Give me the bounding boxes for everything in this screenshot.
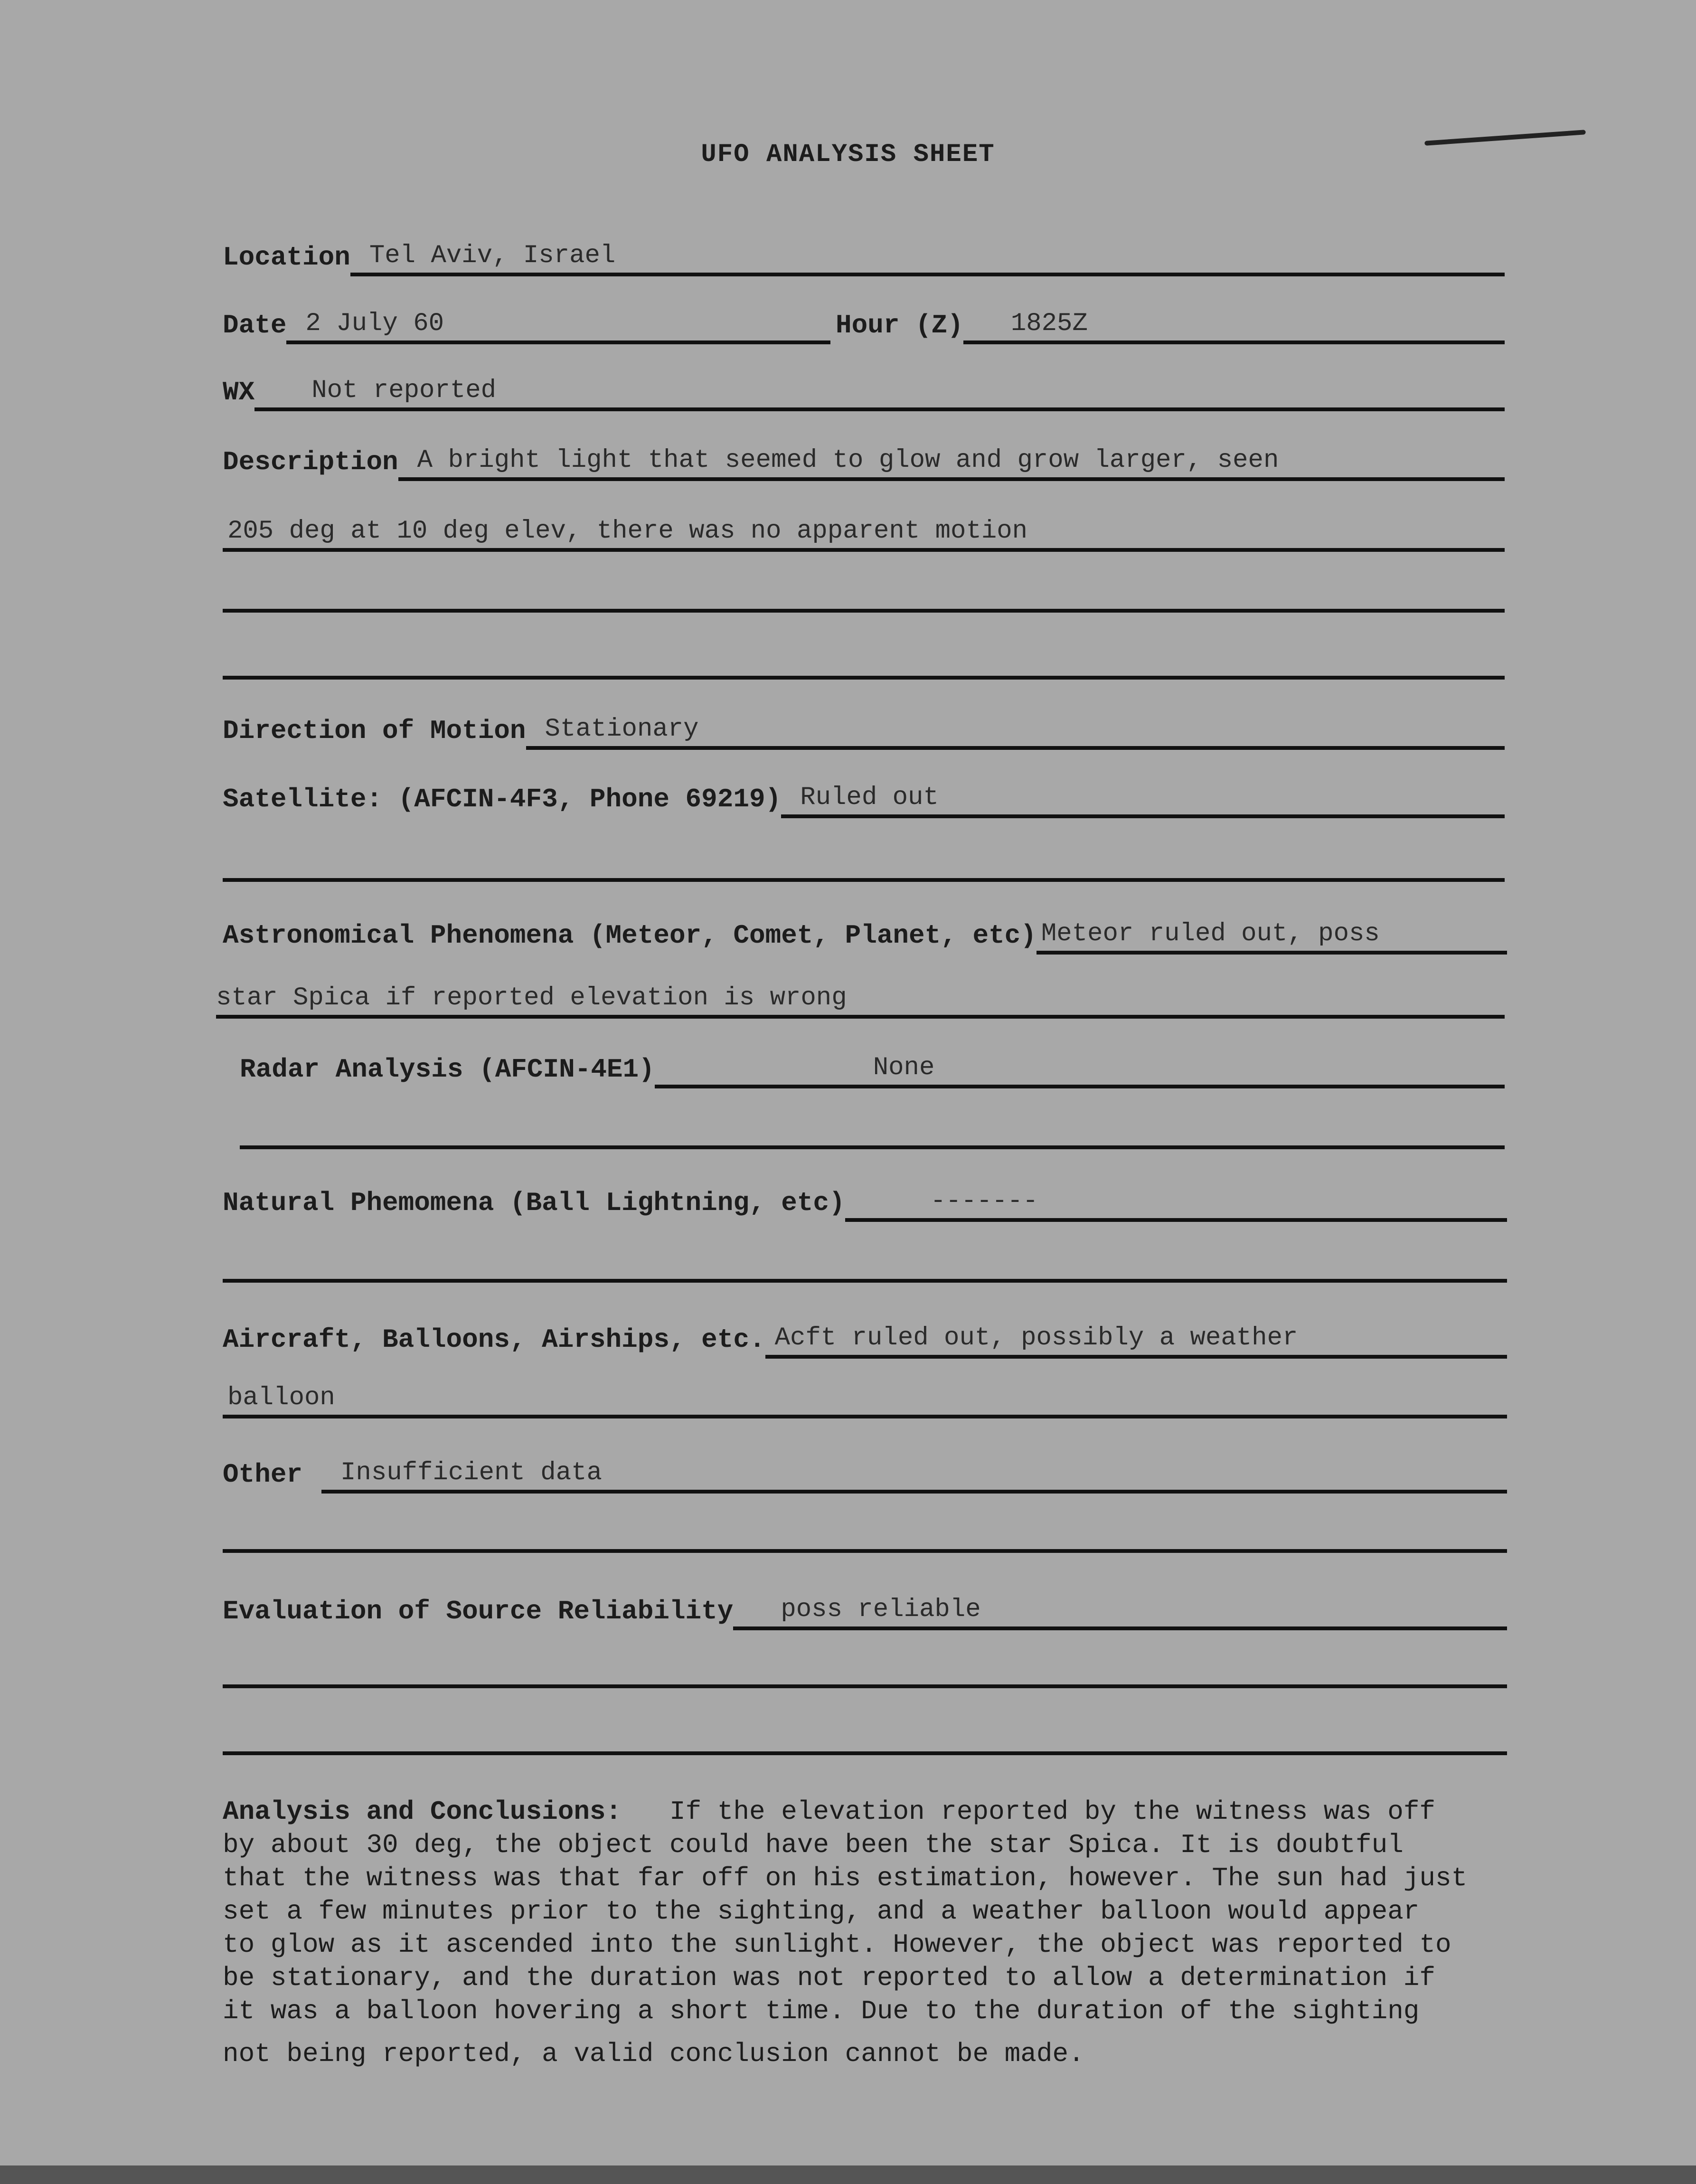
satellite-row: [223, 775, 1505, 818]
analysis-section: [223, 1795, 1590, 2071]
blank-line: [223, 1549, 1507, 1553]
other-label: Other: [223, 1459, 303, 1490]
analysis-line: to glow as it ascended into the sunlight. However, the object was reported to: [223, 1929, 1451, 1960]
hour-field: 1825Z: [963, 302, 1505, 344]
description-field-2: 205 deg at 10 deg elev, there was no apparent motion: [223, 509, 1505, 552]
aircraft-row: [223, 1316, 1507, 1359]
date-row: [223, 302, 830, 344]
wx-field: Not reported: [254, 369, 1505, 411]
description-row-2: [223, 509, 1505, 552]
astronomical-field-2: star Spica if reported elevation is wrong: [216, 976, 1505, 1019]
aircraft-field-2: balloon: [223, 1376, 1507, 1418]
wx-row: [223, 369, 1505, 411]
astronomical-row: [223, 912, 1507, 955]
date-label: Date: [223, 310, 287, 340]
description-label: Description: [223, 447, 398, 477]
reliability-field: poss reliable: [733, 1588, 1507, 1630]
description-field-1: A bright light that seemed to glow and grow larger, seen: [398, 438, 1505, 481]
natural-label: Natural Phemomena (Ball Lightning, etc): [223, 1188, 845, 1218]
location-label: Location: [223, 242, 350, 273]
scan-edge: [0, 2165, 1696, 2184]
analysis-label: Analysis and Conclusions:: [223, 1796, 622, 1827]
direction-field: Stationary: [526, 707, 1505, 750]
analysis-line: it was a balloon hovering a short time. Due to the duration of the sighting: [223, 1996, 1420, 2026]
satellite-label: Satellite: (AFCIN-4F3, Phone 69219): [223, 784, 782, 814]
blank-line: [240, 1145, 1505, 1149]
analysis-line: that the witness was that far off on his estimation, however. The sun had just: [223, 1863, 1468, 1893]
other-row: [223, 1451, 1507, 1494]
location-row: [223, 234, 1505, 276]
radar-label: Radar Analysis (AFCIN-4E1): [240, 1054, 655, 1085]
hour-row: [836, 302, 1505, 344]
blank-line: [223, 878, 1505, 882]
radar-row: [240, 1046, 1505, 1088]
aircraft-field-1: Acft ruled out, possibly a weather: [765, 1316, 1507, 1359]
analysis-line: by about 30 deg, the object could have been the star Spica. It is doubtful: [223, 1830, 1404, 1860]
direction-row: [223, 707, 1505, 750]
analysis-line: set a few minutes prior to the sighting, and a weather balloon would appear: [223, 1896, 1420, 1927]
radar-field: None: [655, 1046, 1505, 1088]
direction-label: Direction of Motion: [223, 716, 526, 746]
blank-line: [223, 676, 1505, 680]
reliability-label: Evaluation of Source Reliability: [223, 1596, 734, 1626]
blank-line: [223, 609, 1505, 613]
date-field: 2 July 60: [286, 302, 830, 344]
satellite-field: Ruled out: [781, 775, 1505, 818]
wx-label: WX: [223, 377, 255, 407]
analysis-text: If the elevation reported by the witness was off: [669, 1796, 1436, 1827]
analysis-line: not being reported, a valid conclusion cannot be made.: [223, 2039, 1084, 2069]
astronomical-row-2: [216, 976, 1505, 1019]
page-title: UFO ANALYSIS SHEET: [701, 140, 995, 169]
reliability-row: [223, 1588, 1507, 1630]
natural-field: -------: [845, 1179, 1507, 1222]
location-field: Tel Aviv, Israel: [350, 234, 1505, 276]
astronomical-field-1: Meteor ruled out, poss: [1036, 912, 1507, 955]
blank-line: [223, 1279, 1507, 1283]
natural-row: [223, 1179, 1507, 1222]
astronomical-label: Astronomical Phenomena (Meteor, Comet, Planet, etc): [223, 920, 1036, 951]
aircraft-label: Aircraft, Balloons, Airships, etc.: [223, 1324, 765, 1355]
hour-label: Hour (Z): [836, 310, 963, 340]
blank-line: [223, 1684, 1507, 1688]
other-field: Insufficient data: [321, 1451, 1507, 1494]
description-row: [223, 438, 1505, 481]
blank-line: [223, 1751, 1507, 1755]
analysis-line: be stationary, and the duration was not reported to allow a determination if: [223, 1963, 1436, 1993]
aircraft-row-2: [223, 1376, 1507, 1418]
